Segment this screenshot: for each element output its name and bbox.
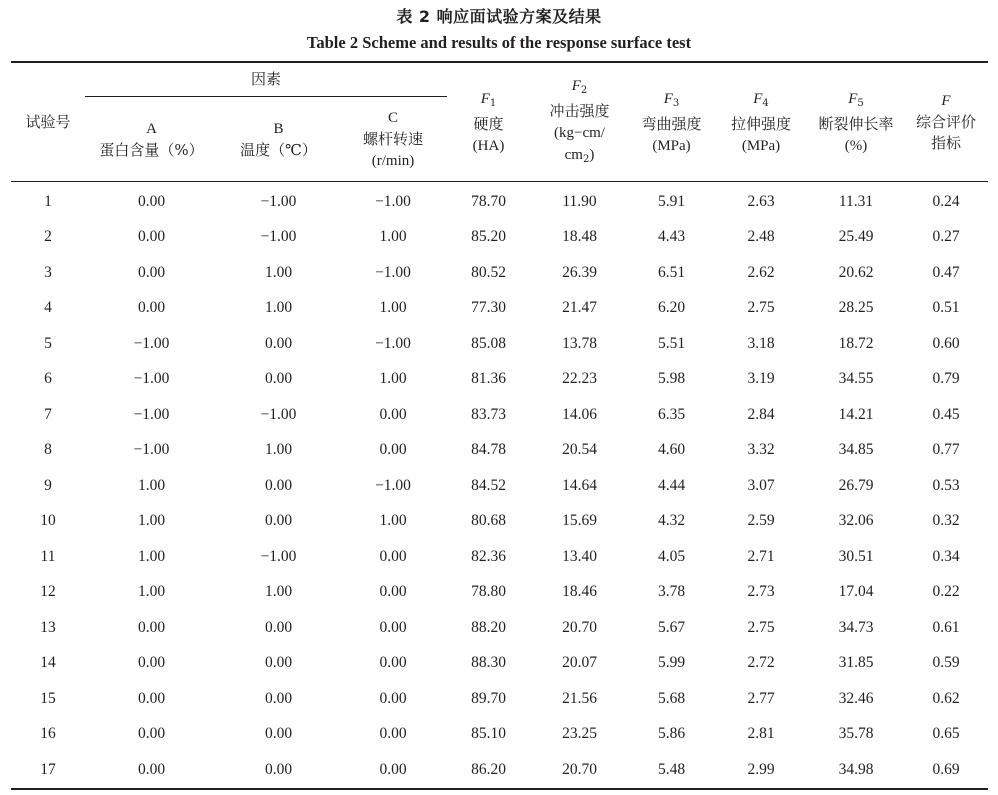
table-title-en: Table 2 Scheme and results of the response surface test — [306, 33, 692, 52]
header-factors — [85, 62, 447, 97]
cell-f1: 83.73 — [471, 405, 506, 423]
cell-factor-a: 1.00 — [137, 512, 166, 530]
cell-trial-no: 7 — [44, 405, 52, 423]
cell-f5: 18.72 — [838, 334, 874, 352]
cell-f1: 88.30 — [471, 654, 506, 672]
cell-f2: 22.23 — [562, 370, 597, 388]
cell-f3: 4.05 — [657, 547, 686, 565]
cell-f2: 20.70 — [562, 760, 597, 778]
cell-f4: 3.19 — [747, 370, 775, 388]
cell-f2: 18.46 — [562, 583, 597, 601]
cell-factor-a: 1.00 — [137, 583, 166, 601]
cell-f2: 20.07 — [562, 654, 597, 672]
cell-f2: 14.64 — [562, 476, 597, 494]
cell-factor-c: 1.00 — [379, 370, 407, 388]
cell-f4: 2.62 — [747, 263, 775, 281]
cell-factor-b: 0.00 — [264, 725, 293, 743]
cell-factor-c: 1.00 — [379, 512, 407, 530]
cell-trial-no: 4 — [44, 299, 52, 317]
cell-factor-a: 1.00 — [137, 547, 166, 565]
cell-f3: 5.98 — [657, 370, 686, 388]
cell-f5: 34.55 — [838, 370, 874, 388]
cell-f1: 78.70 — [471, 192, 506, 210]
cell-f1: 86.20 — [471, 760, 506, 778]
cell-f3: 4.44 — [657, 476, 686, 494]
cell-f3: 4.32 — [657, 512, 686, 530]
cell-f5: 34.73 — [838, 618, 874, 636]
cell-f1: 85.08 — [471, 334, 506, 352]
table-row — [11, 717, 988, 753]
cell-f: 0.51 — [932, 299, 960, 317]
cell-factor-b: −1.00 — [260, 192, 297, 210]
table-row — [11, 397, 988, 433]
header-factor-a: A 蛋白含量（%） — [85, 97, 218, 182]
cell-trial-no: 5 — [44, 334, 52, 352]
cell-f3: 5.99 — [657, 654, 686, 672]
cell-trial-no: 2 — [44, 228, 52, 246]
cell-factor-a: 0.00 — [137, 654, 166, 672]
cell-factor-b: 0.00 — [264, 689, 293, 707]
cell-f5: 30.51 — [838, 547, 874, 565]
cell-f3: 5.67 — [657, 618, 686, 636]
cell-factor-b: 0.00 — [264, 476, 293, 494]
table-row — [11, 610, 988, 646]
cell-f4: 2.63 — [747, 192, 775, 210]
table-row — [11, 504, 988, 540]
cell-factor-a: 0.00 — [137, 618, 166, 636]
cell-f4: 2.77 — [747, 689, 775, 707]
cell-factor-c: 1.00 — [379, 228, 407, 246]
cell-f5: 25.49 — [838, 228, 874, 246]
cell-f2: 11.90 — [562, 192, 597, 210]
cell-f1: 78.80 — [471, 583, 506, 601]
header-f2: $F_2$ 冲击强度 (kg−cm/ $cm_2$) — [530, 62, 629, 182]
cell-trial-no: 11 — [40, 547, 56, 565]
cell-f3: 4.60 — [657, 441, 686, 459]
cell-f5: 34.98 — [838, 760, 874, 778]
cell-trial-no: 12 — [40, 583, 56, 601]
cell-f4: 3.18 — [747, 334, 775, 352]
cell-factor-c: 0.00 — [379, 583, 407, 601]
header-f1: $F_1$ 硬度 (HA) — [447, 62, 530, 182]
cell-f5: 35.78 — [838, 725, 874, 743]
cell-f1: 84.78 — [471, 441, 506, 459]
cell-f3: 5.51 — [657, 334, 686, 352]
table-row — [11, 539, 988, 575]
cell-f1: 85.20 — [471, 228, 506, 246]
cell-factor-a: −1.00 — [133, 334, 170, 352]
cell-f1: 85.10 — [471, 725, 506, 743]
table-body — [11, 182, 988, 789]
cell-f2: 15.69 — [562, 512, 597, 530]
cell-factor-c: 0.00 — [379, 441, 407, 459]
cell-f4: 2.81 — [747, 725, 775, 743]
cell-trial-no: 17 — [40, 760, 56, 778]
cell-f5: 17.04 — [838, 583, 874, 601]
cell-f2: 18.48 — [562, 228, 597, 246]
cell-factor-a: 0.00 — [137, 760, 166, 778]
cell-f: 0.60 — [932, 334, 960, 352]
cell-f4: 2.99 — [747, 760, 775, 778]
cell-factor-a: 0.00 — [137, 725, 166, 743]
cell-f3: 5.68 — [657, 689, 686, 707]
table-row — [11, 220, 988, 256]
cell-f2: 13.40 — [562, 547, 597, 565]
cell-f4: 2.48 — [747, 228, 775, 246]
cell-f4: 3.07 — [747, 476, 775, 494]
cell-f5: 34.85 — [838, 441, 874, 459]
cell-trial-no: 8 — [44, 441, 52, 459]
cell-f4: 2.75 — [747, 618, 775, 636]
cell-f: 0.27 — [932, 228, 960, 246]
cell-factor-c: 0.00 — [379, 725, 407, 743]
table-row — [11, 752, 988, 789]
cell-f3: 5.91 — [657, 192, 686, 210]
cell-f5: 31.85 — [838, 654, 874, 672]
cell-f2: 20.70 — [562, 618, 597, 636]
cell-f: 0.59 — [932, 654, 960, 672]
cell-factor-b: 1.00 — [264, 583, 293, 601]
cell-f5: 20.62 — [838, 263, 874, 281]
cell-f1: 77.30 — [471, 299, 506, 317]
cell-factor-c: −1.00 — [375, 476, 411, 494]
cell-factor-b: −1.00 — [260, 228, 297, 246]
header-factor-b: B 温度（℃） — [218, 97, 339, 182]
cell-f: 0.61 — [932, 618, 960, 636]
cell-factor-c: 0.00 — [379, 618, 407, 636]
table-row — [11, 433, 988, 469]
cell-f: 0.65 — [932, 725, 960, 743]
cell-f: 0.22 — [932, 583, 960, 601]
cell-f3: 4.43 — [657, 228, 686, 246]
cell-factor-b: 0.00 — [264, 512, 293, 530]
table-row — [11, 326, 988, 362]
cell-trial-no: 10 — [40, 512, 56, 530]
cell-f1: 89.70 — [471, 689, 506, 707]
cell-f2: 21.47 — [562, 299, 597, 317]
cell-trial-no: 15 — [40, 689, 56, 707]
cell-f2: 23.25 — [562, 725, 597, 743]
header-f5: $F_5$ 断裂伸长率 (%) — [808, 62, 904, 182]
cell-factor-b: −1.00 — [260, 405, 297, 423]
header-factor-c: C 螺杆转速 (r/min) — [339, 97, 447, 182]
cell-factor-a: 0.00 — [137, 263, 166, 281]
cell-factor-c: −1.00 — [375, 263, 411, 281]
cell-f4: 2.59 — [747, 512, 775, 530]
cell-trial-no: 6 — [44, 370, 52, 388]
cell-trial-no: 1 — [44, 192, 52, 210]
header-f4: $F_4$ 拉伸强度 (MPa) — [714, 62, 808, 182]
cell-f3: 6.51 — [657, 263, 686, 281]
cell-f: 0.32 — [932, 512, 960, 530]
cell-trial-no: 16 — [40, 725, 56, 743]
cell-factor-b: −1.00 — [260, 547, 297, 565]
results-table — [11, 61, 988, 790]
cell-f: 0.62 — [932, 689, 960, 707]
cell-f3: 6.20 — [657, 299, 686, 317]
cell-f: 0.69 — [932, 760, 960, 778]
cell-factor-c: 0.00 — [379, 760, 407, 778]
header-f3: $F_3$ 弯曲强度 (MPa) — [629, 62, 714, 182]
cell-factor-c: 0.00 — [379, 689, 407, 707]
cell-f: 0.47 — [932, 263, 960, 281]
cell-f5: 32.06 — [838, 512, 874, 530]
table-row — [11, 182, 988, 220]
cell-factor-b: 0.00 — [264, 334, 293, 352]
cell-f4: 2.75 — [747, 299, 775, 317]
cell-f5: 28.25 — [838, 299, 874, 317]
cell-factor-a: 0.00 — [137, 228, 166, 246]
cell-trial-no: 14 — [40, 654, 56, 672]
cell-f1: 88.20 — [471, 618, 506, 636]
cell-f: 0.77 — [932, 441, 960, 459]
cell-f: 0.24 — [932, 192, 960, 210]
cell-f5: 32.46 — [838, 689, 874, 707]
cell-factor-c: −1.00 — [375, 192, 411, 210]
cell-f4: 2.72 — [747, 654, 775, 672]
cell-factor-a: 1.00 — [137, 476, 166, 494]
cell-factor-a: −1.00 — [133, 441, 170, 459]
cell-factor-a: 0.00 — [137, 689, 166, 707]
cell-factor-b: 0.00 — [264, 654, 293, 672]
cell-factor-c: −1.00 — [375, 334, 411, 352]
cell-f1: 84.52 — [471, 476, 506, 494]
cell-f4: 2.71 — [747, 547, 775, 565]
header-trial-no: 试验号 — [11, 62, 85, 182]
cell-factor-b: 0.00 — [264, 370, 293, 388]
cell-f1: 80.52 — [471, 263, 506, 281]
cell-factor-b: 1.00 — [264, 263, 293, 281]
cell-f2: 26.39 — [562, 263, 597, 281]
cell-f: 0.34 — [932, 547, 960, 565]
cell-f2: 13.78 — [562, 334, 597, 352]
cell-factor-a: 0.00 — [137, 192, 166, 210]
cell-f3: 5.86 — [657, 725, 686, 743]
cell-f2: 14.06 — [562, 405, 597, 423]
cell-f: 0.53 — [932, 476, 960, 494]
cell-f4: 2.73 — [747, 583, 775, 601]
cell-f: 0.45 — [932, 405, 960, 423]
cell-trial-no: 13 — [40, 618, 56, 636]
cell-f4: 2.84 — [747, 405, 775, 423]
cell-f2: 21.56 — [562, 689, 597, 707]
cell-f3: 5.48 — [657, 760, 686, 778]
table-row — [11, 575, 988, 611]
cell-factor-c: 0.00 — [379, 547, 407, 565]
cell-f: 0.79 — [932, 370, 960, 388]
cell-factor-a: −1.00 — [133, 370, 170, 388]
cell-trial-no: 9 — [44, 476, 52, 494]
cell-f2: 20.54 — [562, 441, 597, 459]
cell-f1: 81.36 — [471, 370, 506, 388]
cell-factor-b: 1.00 — [264, 299, 293, 317]
table-row — [11, 255, 988, 291]
cell-f3: 6.35 — [657, 405, 686, 423]
table-row — [11, 646, 988, 682]
cell-factor-c: 0.00 — [379, 405, 407, 423]
cell-factor-a: 0.00 — [137, 299, 166, 317]
table-row — [11, 362, 988, 398]
cell-f3: 3.78 — [657, 583, 686, 601]
cell-factor-a: −1.00 — [133, 405, 170, 423]
table-row — [11, 468, 988, 504]
cell-f1: 80.68 — [471, 512, 506, 530]
cell-factor-c: 1.00 — [379, 299, 407, 317]
header-factors-label: 因素 — [250, 70, 281, 88]
cell-f1: 82.36 — [471, 547, 506, 565]
cell-factor-b: 0.00 — [264, 760, 293, 778]
header-f: F 综合评价 指标 — [904, 62, 988, 182]
cell-factor-b: 0.00 — [264, 618, 293, 636]
cell-factor-c: 0.00 — [379, 654, 407, 672]
cell-factor-b: 1.00 — [264, 441, 293, 459]
cell-trial-no: 3 — [44, 263, 52, 281]
cell-f5: 14.21 — [838, 405, 874, 423]
table-row — [11, 681, 988, 717]
cell-f5: 26.79 — [838, 476, 874, 494]
cell-f5: 11.31 — [838, 192, 874, 210]
table-row — [11, 291, 988, 327]
table-title-cn: 表 2 响应面试验方案及结果 — [396, 7, 602, 26]
cell-f4: 3.32 — [747, 441, 775, 459]
